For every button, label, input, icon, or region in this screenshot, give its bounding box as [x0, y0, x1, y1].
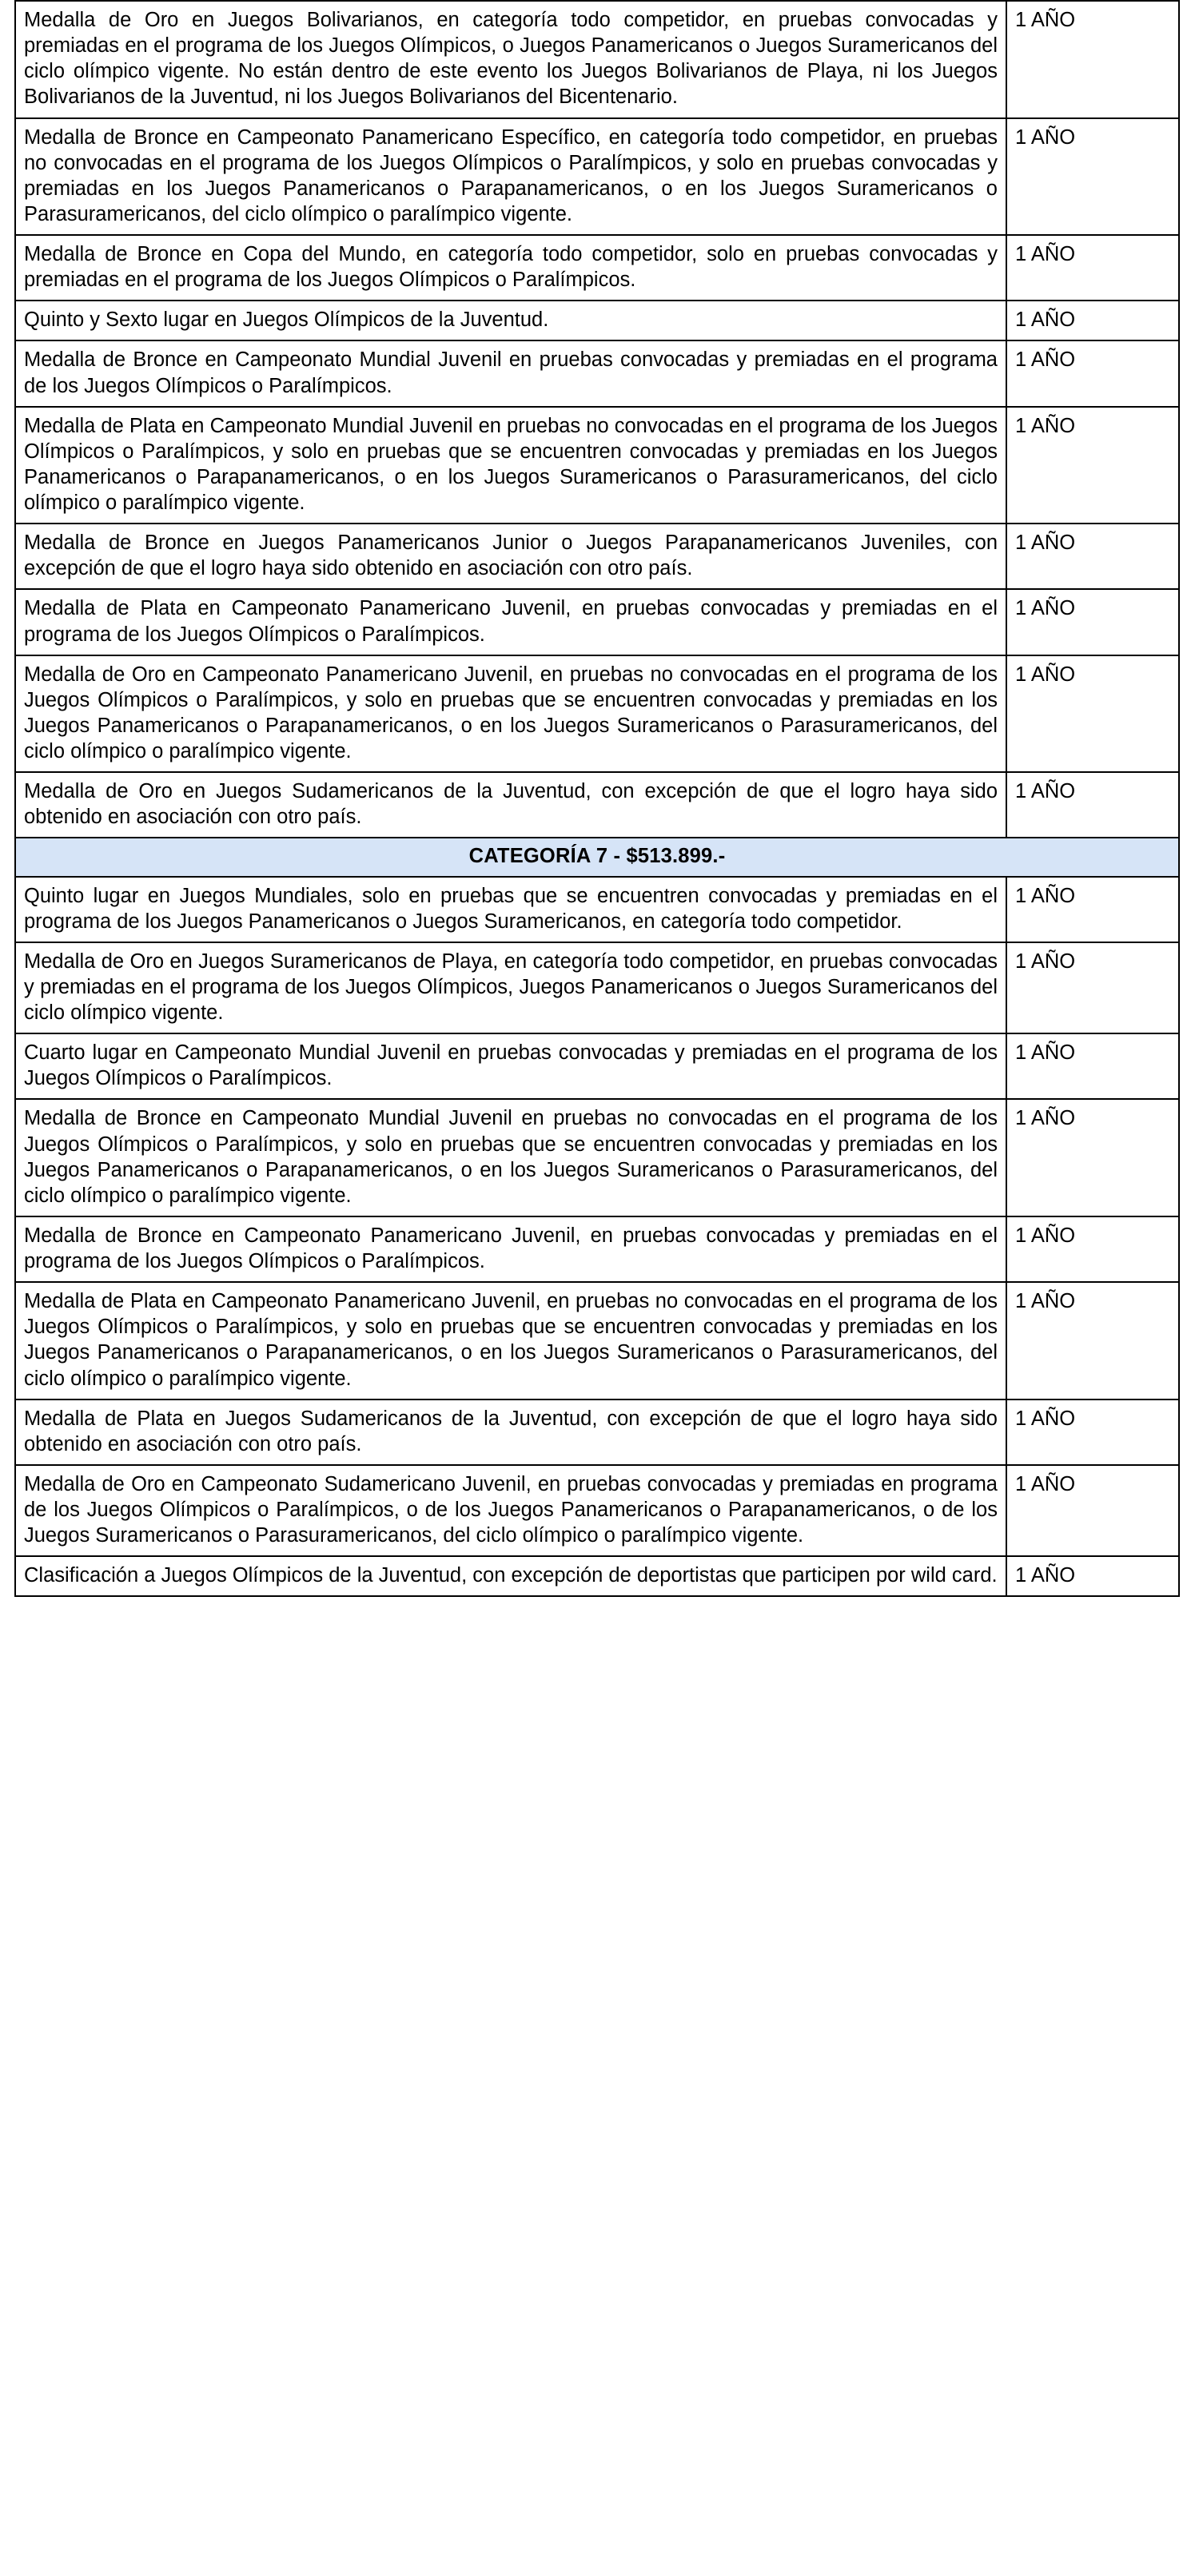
table-row — [15, 301, 1179, 340]
achievement-description: Medalla de Plata en Campeonato Panamericano Juvenil, en pruebas convocadas y premiadas en el programa de los Juegos Olímpicos o Paralímpicos. — [15, 589, 1006, 655]
achievement-description: Medalla de Plata en Campeonato Mundial Juvenil en pruebas no convocadas en el programa de los Juegos Olímpicos o Paralímpicos, y solo en pruebas que se encuentren convocadas y premiadas en los Juegos Panamericanos o Parapanamericanos, o en los Juegos Suramericanos o Parasuramericanos, del ciclo olímpico o paralímpico vigente. — [15, 407, 1006, 524]
achievement-period: 1 AÑO — [1006, 1556, 1179, 1596]
achievement-description: Cuarto lugar en Campeonato Mundial Juvenil en pruebas convocadas y premiadas en el programa de los Juegos Olímpicos o Paralímpicos. — [15, 1033, 1006, 1099]
achievement-description: Medalla de Oro en Juegos Bolivarianos, en categoría todo competidor, en pruebas convocadas y premiadas en el programa de los Juegos Olímpicos, o Juegos Panamericanos o Juegos Suramericanos del ciclo olímpico vigente. No están dentro de este evento los Juegos Bolivarianos de Playa, ni los Juegos Bolivarianos de la Juventud, ni los Juegos Bolivarianos del Bicentenario. — [15, 1, 1006, 118]
achievement-description: Clasificación a Juegos Olímpicos de la Juventud, con excepción de deportistas que participen por wild card. — [15, 1556, 1006, 1596]
achievement-period: 1 AÑO — [1006, 1282, 1179, 1399]
achievement-description: Medalla de Oro en Juegos Sudamericanos de la Juventud, con excepción de que el logro haya sido obtenido en asociación con otro país. — [15, 772, 1006, 838]
achievement-period: 1 AÑO — [1006, 340, 1179, 406]
table-row — [15, 655, 1179, 773]
table-row — [15, 1, 1179, 118]
achievement-description: Medalla de Bronce en Campeonato Mundial Juvenil en pruebas no convocadas en el programa de los Juegos Olímpicos o Paralímpicos, y solo en pruebas que se encuentren convocadas y premiadas en los Juegos Panamericanos o Parapanamericanos, o en los Juegos Suramericanos o Parasuramericanos, del ciclo olímpico o paralímpico vigente. — [15, 1099, 1006, 1216]
achievement-description: Medalla de Bronce en Campeonato Panamericano Juvenil, en pruebas convocadas y premiadas en el programa de los Juegos Olímpicos o Paralímpicos. — [15, 1216, 1006, 1282]
achievement-period: 1 AÑO — [1006, 1, 1179, 118]
achievement-description: Medalla de Bronce en Juegos Panamericanos Junior o Juegos Parapanamericanos Juveniles, con excepción de que el logro haya sido obtenido en asociación con otro país. — [15, 524, 1006, 589]
table-body — [15, 1, 1179, 1596]
table-row — [15, 942, 1179, 1033]
achievement-period: 1 AÑO — [1006, 1465, 1179, 1556]
table-row — [15, 407, 1179, 524]
category-title: CATEGORÍA 7 - $513.899.- — [15, 838, 1179, 876]
achievement-period: 1 AÑO — [1006, 301, 1179, 340]
achievement-period: 1 AÑO — [1006, 407, 1179, 524]
achievement-period: 1 AÑO — [1006, 877, 1179, 942]
achievement-period: 1 AÑO — [1006, 655, 1179, 773]
achievement-description: Medalla de Plata en Campeonato Panamericano Juvenil, en pruebas no convocadas en el programa de los Juegos Olímpicos o Paralímpicos, y solo en pruebas que se encuentren convocadas y premiadas en los Juegos Panamericanos o Parapanamericanos, o en los Juegos Suramericanos o Parasuramericanos, del ciclo olímpico o paralímpico vigente. — [15, 1282, 1006, 1399]
table-row — [15, 1033, 1179, 1099]
table-row — [15, 1556, 1179, 1596]
table-row — [15, 340, 1179, 406]
table-row — [15, 1465, 1179, 1556]
achievement-period: 1 AÑO — [1006, 235, 1179, 301]
achievement-period: 1 AÑO — [1006, 1399, 1179, 1465]
table-row — [15, 1216, 1179, 1282]
table-row — [15, 589, 1179, 655]
achievement-period: 1 AÑO — [1006, 118, 1179, 236]
achievement-description: Medalla de Plata en Juegos Sudamericanos de la Juventud, con excepción de que el logro haya sido obtenido en asociación con otro país. — [15, 1399, 1006, 1465]
table-row — [15, 877, 1179, 942]
table-row — [15, 1399, 1179, 1465]
achievement-description: Medalla de Oro en Campeonato Sudamericano Juvenil, en pruebas convocadas y premiadas en programa de los Juegos Olímpicos o Paralímpicos, o de los Juegos Panamericanos o Parapanamericanos, o de los Juegos Suramericanos o Parasuramericanos, del ciclo olímpico o paralímpico vigente. — [15, 1465, 1006, 1556]
achievement-description: Quinto lugar en Juegos Mundiales, solo en pruebas que se encuentren convocadas y premiadas en el programa de los Juegos Panamericanos o Juegos Suramericanos, en categoría todo competidor. — [15, 877, 1006, 942]
achievement-description: Medalla de Bronce en Copa del Mundo, en categoría todo competidor, solo en pruebas convocadas y premiadas en el programa de los Juegos Olímpicos o Paralímpicos. — [15, 235, 1006, 301]
achievement-period: 1 AÑO — [1006, 1033, 1179, 1099]
achievement-description: Medalla de Bronce en Campeonato Panamericano Específico, en categoría todo competidor, en pruebas no convocadas en el programa de los Juegos Olímpicos o Paralímpicos, y solo en pruebas convocadas y premiadas en los Juegos Panamericanos o Parapanamericanos, o en los Juegos Suramericanos o Parasuramericanos, del ciclo olímpico o paralímpico vigente. — [15, 118, 1006, 236]
table-row — [15, 118, 1179, 236]
achievement-period: 1 AÑO — [1006, 1099, 1179, 1216]
achievement-period: 1 AÑO — [1006, 589, 1179, 655]
table-row — [15, 772, 1179, 838]
achievement-period: 1 AÑO — [1006, 772, 1179, 838]
achievements-table — [14, 0, 1180, 1597]
table-row — [15, 235, 1179, 301]
achievement-description: Medalla de Bronce en Campeonato Mundial Juvenil en pruebas convocadas y premiadas en el programa de los Juegos Olímpicos o Paralímpicos. — [15, 340, 1006, 406]
achievement-description: Medalla de Oro en Campeonato Panamericano Juvenil, en pruebas no convocadas en el programa de los Juegos Olímpicos o Paralímpicos, y solo en pruebas que se encuentren convocadas y premiadas en los Juegos Panamericanos o Parapanamericanos, o en los Juegos Suramericanos o Parasuramericanos, del ciclo olímpico o paralímpico vigente. — [15, 655, 1006, 773]
achievement-period: 1 AÑO — [1006, 942, 1179, 1033]
table-row — [15, 1099, 1179, 1216]
achievement-description: Medalla de Oro en Juegos Suramericanos de Playa, en categoría todo competidor, en pruebas convocadas y premiadas en el programa de los Juegos Olímpicos, Juegos Panamericanos o Juegos Suramericanos del ciclo olímpico vigente. — [15, 942, 1006, 1033]
table-row — [15, 524, 1179, 589]
achievement-period: 1 AÑO — [1006, 1216, 1179, 1282]
achievement-description: Quinto y Sexto lugar en Juegos Olímpicos de la Juventud. — [15, 301, 1006, 340]
achievement-period: 1 AÑO — [1006, 524, 1179, 589]
table-row — [15, 1282, 1179, 1399]
category-header-row — [15, 838, 1179, 876]
